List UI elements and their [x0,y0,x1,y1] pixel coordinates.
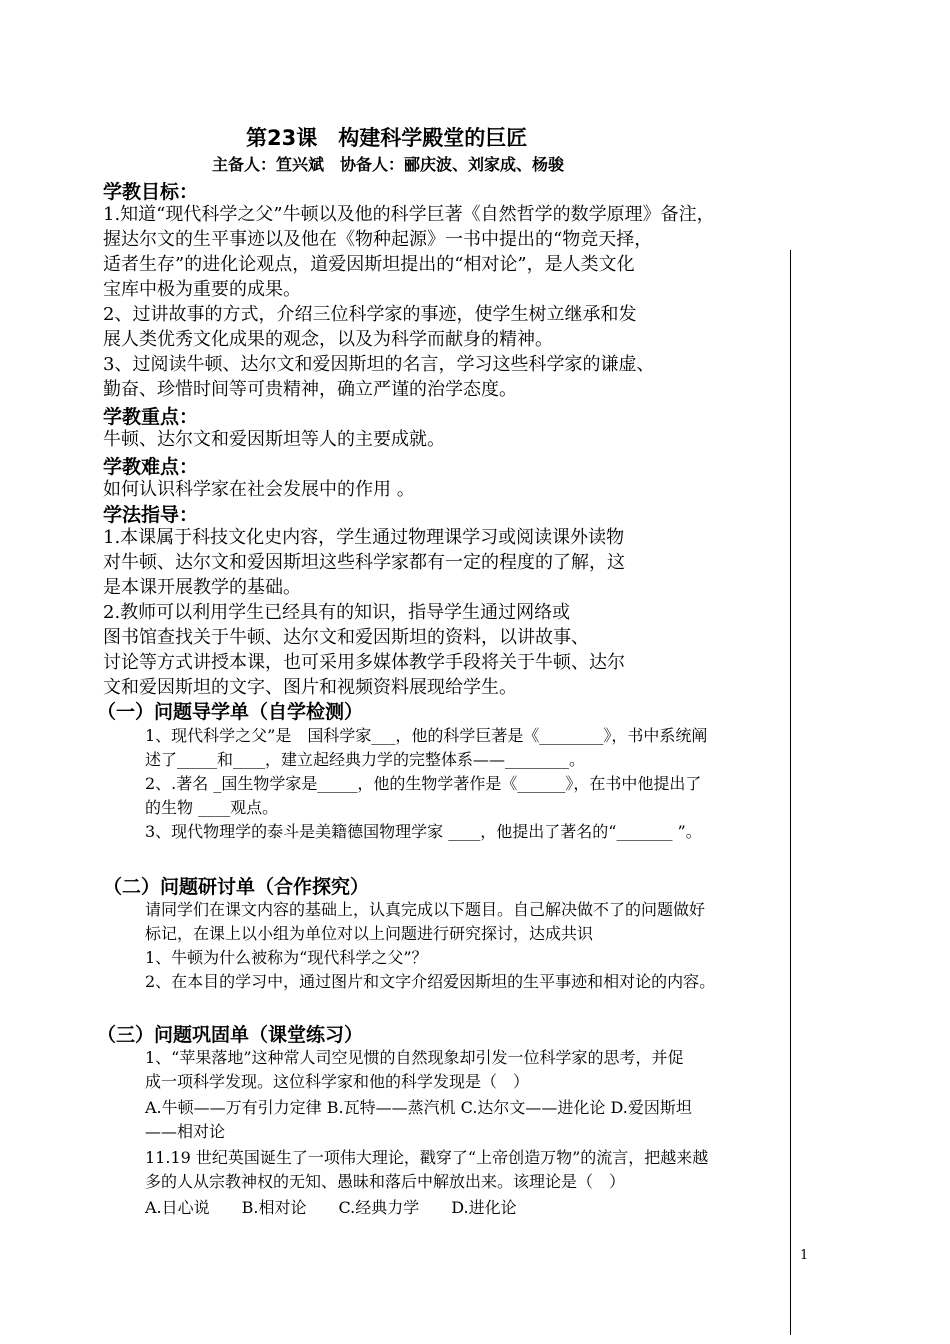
section1-line: 述了_____和____，建立起经典力学的完整体系——________。 [145,750,586,769]
goals-line: 3、过阅读牛顿、达尔文和爱因斯坦的名言，学习这些科学家的谦虚、 [103,354,655,375]
difficulties-heading: 学教难点： [103,456,199,478]
goals-line: 1.知道“现代科学之父”牛顿以及他的科学巨著《自然哲学的数学原理》备注， [103,204,715,225]
method-line: 是本课开展教学的基础。 [103,577,301,598]
goals-line: 展人类优秀文化成果的观念，以及为科学而献身的精神。 [103,329,553,350]
section2-heading: （二）问题研讨单（合作探究） [103,876,370,898]
section3-heading: （三）问题巩固单（课堂练习） [97,1024,364,1046]
section3-line: 成一项科学发现。这位科学家和他的科学发现是（ ） [145,1072,530,1091]
section1-line: 3、现代物理学的泰斗是美籍德国物理学家 ____，他提出了著名的“_______ ”。 [145,822,702,841]
method-line: 图书馆查找关于牛顿、达尔文和爱因斯坦的资料，以讲故事、 [103,627,589,648]
section2-line: 1、牛顿为什么被称为“现代科学之父”？ [145,948,428,967]
section3-line: ——相对论 [145,1122,226,1141]
section3-line: 多的人从宗教神权的无知、愚昧和落后中解放出来。该理论是（ ） [145,1172,626,1191]
section1-line: 2、.著名 _国生物学家是_____，他的生物学著作是《______》，在书中他提出了 [145,774,702,793]
method-line: 对牛顿、达尔文和爱因斯坦这些科学家都有一定的程度的了解，这 [103,552,625,573]
key-points-text: 牛顿、达尔文和爱因斯坦等人的主要成就。 [103,429,445,450]
section1-heading: （一）问题导学单（自学检测） [97,701,364,723]
difficulties-text: 如何认识科学家在社会发展中的作用 。 [103,479,415,500]
goals-line: 适者生存”的进化论观点，道爱因斯坦提出的“相对论”，是人类文化 [103,254,635,275]
section3-line: A.牛顿——万有引力定律 B.瓦特——蒸汽机 C.达尔文——进化论 D.爱因斯坦 [145,1098,692,1117]
method-line: 1.本课属于科技文化史内容，学生通过物理课学习或阅读课外读物 [103,527,625,548]
goals-heading: 学教目标： [103,181,199,203]
method-line: 文和爱因斯坦的文字、图片和视频资料展现给学生。 [103,677,517,698]
section2-line: 标记，在课上以小组为单位对以上问题进行研究探讨，达成共识 [145,924,594,943]
goals-line: 勤奋、珍惜时间等可贵精神，确立严谨的治学态度。 [103,379,517,400]
goals-line: 2、过讲故事的方式，介绍三位科学家的事迹，使学生树立继承和发 [103,304,637,325]
section1-line: 的生物 ____观点。 [145,798,279,817]
method-heading: 学法指导： [103,504,199,526]
section3-line: A.日心说 B.相对论 C.经典力学 D.进化论 [145,1198,517,1217]
key-points-heading: 学教重点： [103,406,199,428]
section2-line: 请同学们在课文内容的基础上，认真完成以下题目。自己解决做不了的问题做好 [145,900,706,919]
method-line: 2.教师可以利用学生已经具有的知识，指导学生通过网络或 [103,602,571,623]
page-number: 1 [800,1248,809,1263]
goals-line: 宝库中极为重要的成果。 [103,279,301,300]
section2-line: 2、在本目的学习中，通过图片和文字介绍爱因斯坦的生平事迹和相对论的内容。 [145,972,716,991]
lesson-subtitle: 主备人：笪兴斌 协备人：郦庆波、刘家成、杨骏 [212,155,565,174]
section3-line: 1、“苹果落地”这种常人司空见惯的自然现象却引发一位科学家的思考，并促 [145,1048,684,1067]
method-line: 讨论等方式讲授本课，也可采用多媒体教学手段将关于牛顿、达尔 [103,652,625,673]
section1-line: 1、现代科学之父”是 国科学家___，他的科学巨著是《________》，书中系统阐 [145,726,708,745]
margin-line [790,250,791,1335]
lesson-title: 第23课 构建科学殿堂的巨匠 [246,126,528,150]
section3-line: 11.19 世纪英国诞生了一项伟大理论，戳穿了“上帝创造万物”的流言，把越来越 [145,1148,709,1167]
goals-line: 握达尔文的生平事迹以及他在《物种起源》一书中提出的“物竞天择， [103,229,653,250]
